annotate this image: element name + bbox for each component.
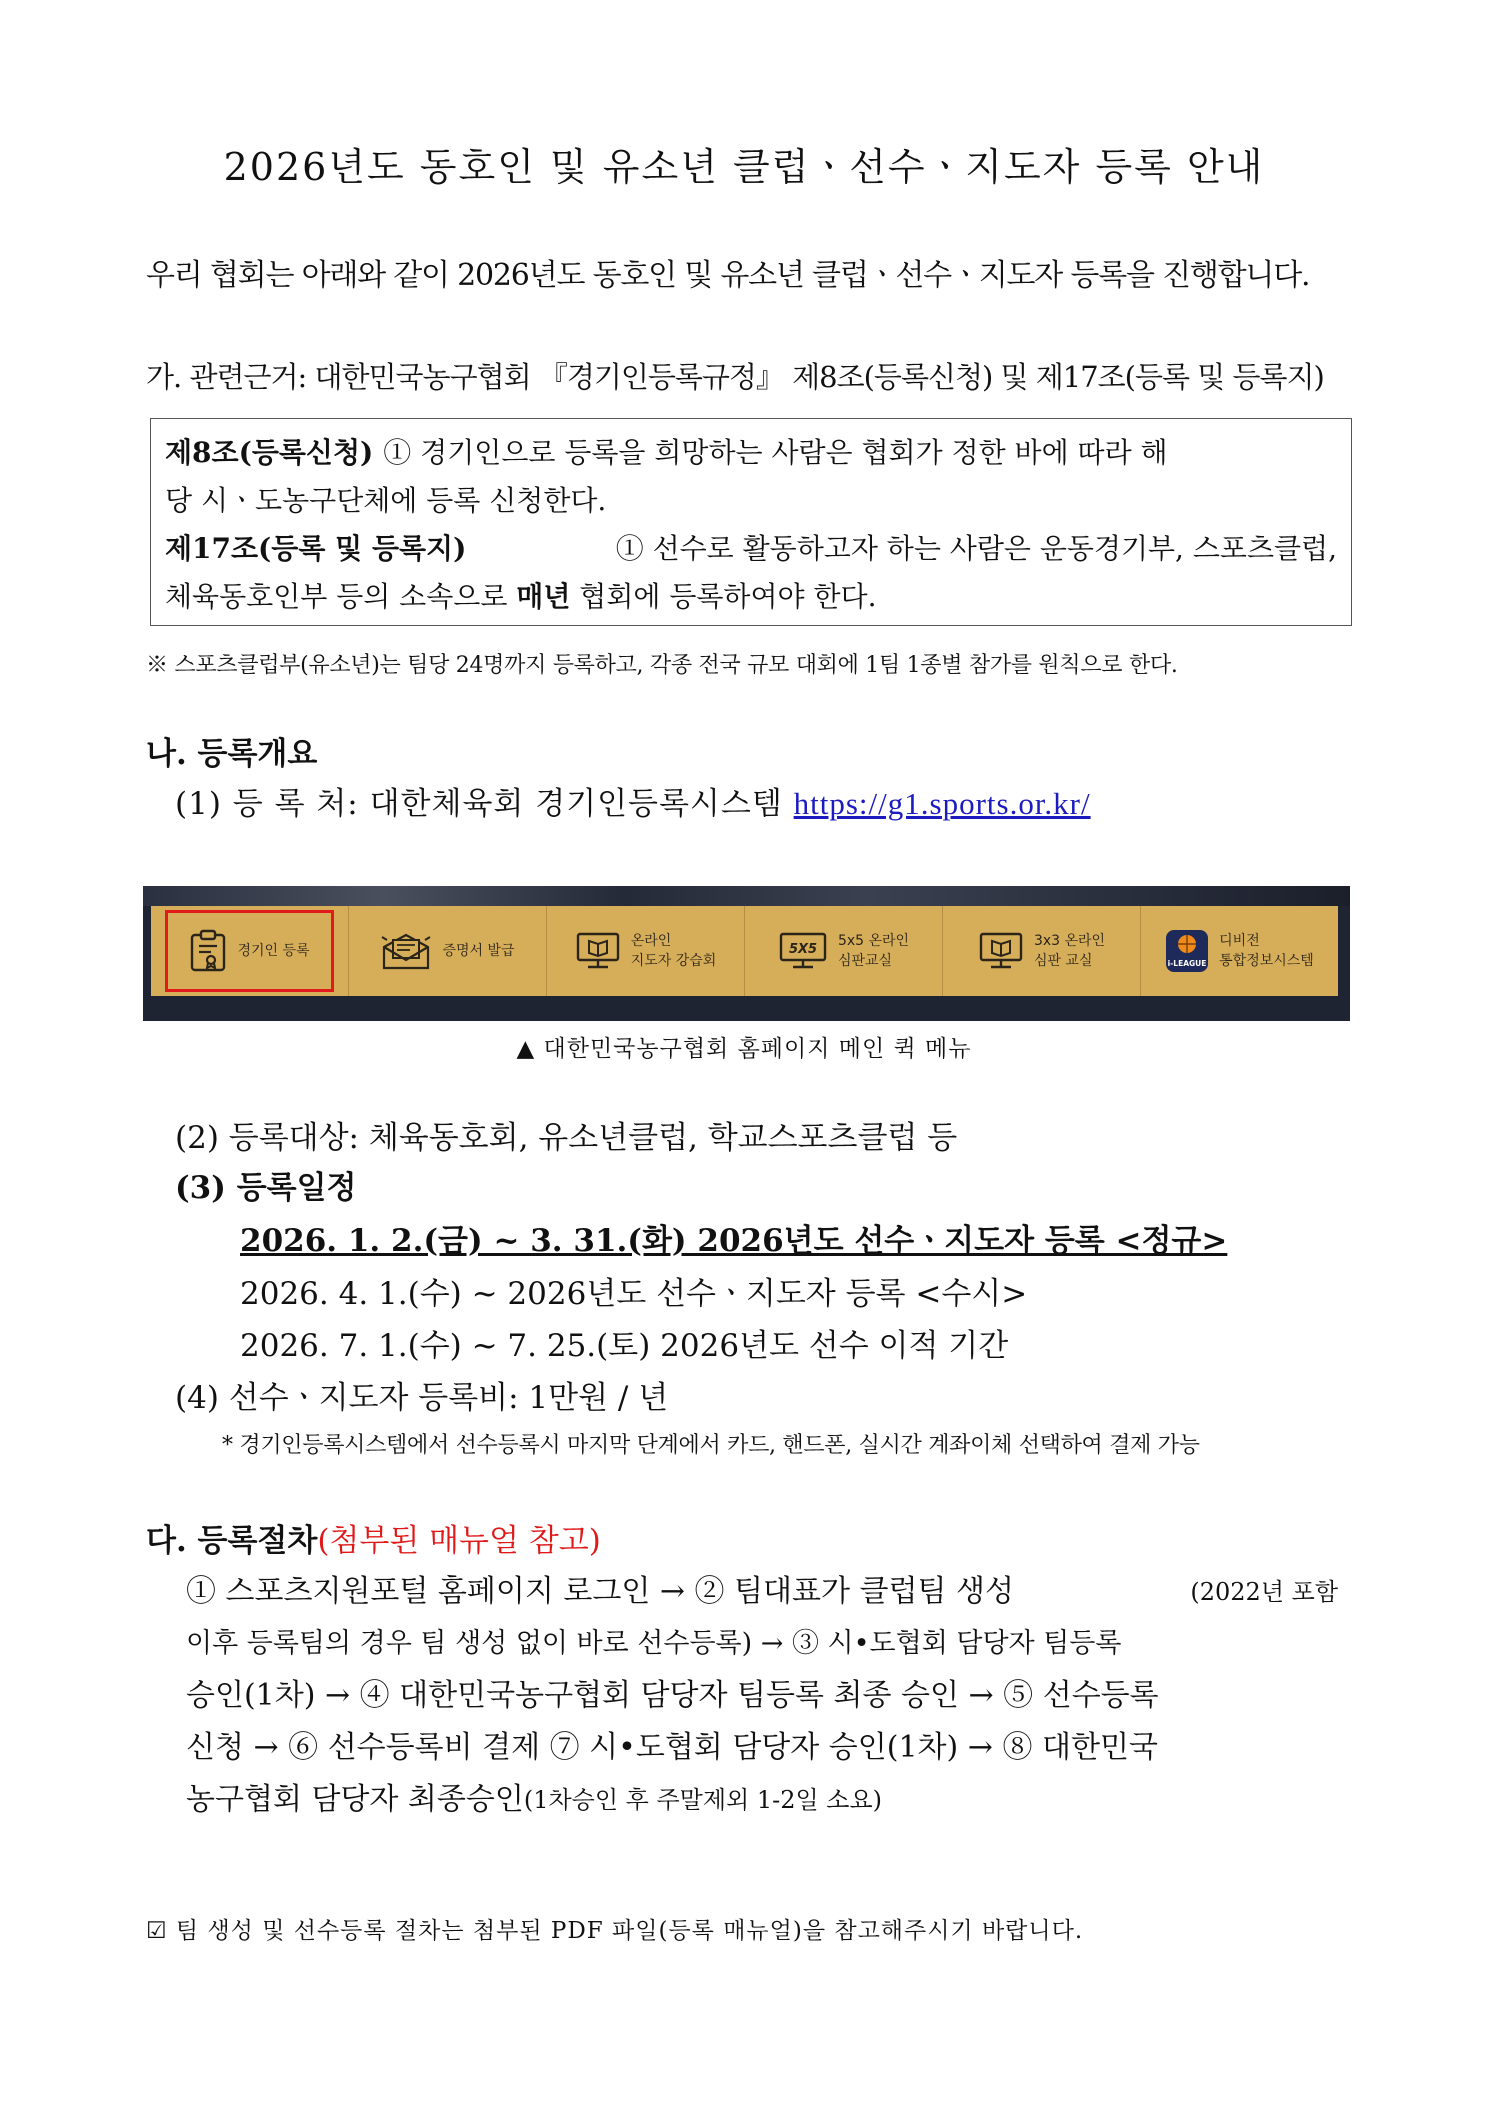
legal-basis: 가. 관련근거: 대한민국농구협회 『경기인등록규정』 제8조(등록신청) 및 제17조(등록 및 등록지) [146,360,1324,394]
registration-fee: (4) 선수ㆍ지도자 등록비: 1만원 / 년 [175,1380,669,1416]
art17-title: 제17조(등록 및 등록지) [165,532,467,565]
svg-text:5X5: 5X5 [788,942,817,957]
registration-schedule-heading: (3) 등록일정 [175,1170,357,1206]
registration-link[interactable]: https://g1.sports.or.kr/ [793,786,1091,821]
5x5-monitor-icon [778,931,828,971]
selection-highlight [165,910,334,992]
i-league-logo-icon [1165,929,1209,973]
section-da-heading: 다. 등록절차(첨부된 매뉴얼 참고) [146,1523,601,1559]
document-title: 2026년도 동호인 및 유소년 클럽ㆍ선수ㆍ지도자 등록 안내 [223,145,1265,189]
art17-line2: 체육동호인부 등의 소속으로 매년 협회에 등록하여야 한다. [165,580,877,613]
svg-text:i-LEAGUE: i-LEAGUE [1167,959,1207,968]
schedule-regular: 2026. 1. 2.(금) ~ 3. 31.(화) 2026년도 선수ㆍ지도자 등록 <정규> [240,1223,1228,1259]
menu-5x5-referee-class[interactable]: 5X5 5x5 온라인 심판교실 [745,906,943,996]
monitor-book-icon [978,931,1024,971]
procedure-steps [186,1566,1338,1826]
intro-paragraph: 우리 협회는 아래와 같이 2026년도 동호인 및 유소년 클럽ㆍ선수ㆍ지도자 등록을 진행합니다. [146,258,1310,293]
procedure-line-4: 신청 → ⑥ 선수등록비 결제 ⑦ 시•도협회 담당자 승인(1차) → ⑧ 대한민국 [186,1730,1158,1765]
section-na-heading: 나. 등록개요 [146,736,318,772]
procedure-line-3: 승인(1차) → ④ 대한민국농구협회 담당자 팀등록 최종 승인 → ⑤ 선수등록 [186,1678,1159,1713]
menu-online-coach-course[interactable]: 온라인 지도자 강습회 [547,906,745,996]
art8-line1: 제8조(등록신청) ① 경기인으로 등록을 희망하는 사람은 협회가 정한 바에 따라 해 [165,429,1337,477]
quick-menu [151,906,1338,996]
club-note: ※ 스포츠클럽부(유소년)는 팀당 24명까지 등록하고, 각종 전국 규모 대회에 1팀 1종별 참가를 원칙으로 한다. [146,653,1178,678]
menu-division-info-system[interactable]: i-LEAGUE 디비전 통합정보시스템 [1141,906,1338,996]
regulation-box [150,418,1352,626]
menu-player-registration[interactable]: 경기인 등록 [151,906,349,996]
art17-line1: 제17조(등록 및 등록지) ① 선수로 활동하고자 하는 사람은 운동경기부, 스포츠클럽, [165,525,1337,573]
procedure-line-5: 농구협회 담당자 최종승인 (1차승인 후 주말제외 1-2일 소요) [186,1782,883,1817]
procedure-line-1: ① 스포츠지원포털 홈페이지 로그인 → ② 팀대표가 클럽팀 생성 (2022년 포함 [186,1574,1338,1609]
schedule-occasional: 2026. 4. 1.(수) ~ 2026년도 선수ㆍ지도자 등록 <수시> [240,1276,1028,1312]
manual-reference-note: (첨부된 매뉴얼 참고) [317,1523,601,1559]
procedure-line-2: 이후 등록팀의 경우 팀 생성 없이 바로 선수등록) → ③ 시•도협회 담당자 팀등록 [186,1628,1122,1659]
registration-target: (2) 등록대상: 체육동호회, 유소년클럽, 학교스포츠클럽 등 [175,1120,958,1156]
schedule-transfer: 2026. 7. 1.(수) ~ 7. 25.(토) 2026년도 선수 이적 기간 [240,1328,1009,1364]
art8-title: 제8조(등록신청) [165,436,374,469]
banner-photo-strip [143,886,1350,906]
monitor-book-icon [575,931,621,971]
certificate-envelope-icon [380,931,432,971]
registration-site: (1) 등 록 처: 대한체육회 경기인등록시스템 https://g1.sports.or.kr/ [175,786,1091,822]
menu-certificate[interactable]: 증명서 발급 [349,906,547,996]
payment-note: * 경기인등록시스템에서 선수등록시 마지막 단계에서 카드, 핸드폰, 실시간 계좌이체 선택하여 결제 가능 [222,1433,1200,1458]
banner-caption: ▲ 대한민국농구협회 홈페이지 메인 퀵 메뉴 [516,1036,972,1062]
art8-line2: 당 시ㆍ도농구단체에 등록 신청한다. [165,484,607,517]
quick-menu-banner [143,886,1350,1021]
manual-checkline: ☑ 팀 생성 및 선수등록 절차는 첨부된 PDF 파일(등록 매뉴얼)을 참고해주시기 바랍니다. [146,1918,1084,1944]
menu-3x3-referee-class[interactable]: 3x3 온라인 심판 교실 [943,906,1141,996]
